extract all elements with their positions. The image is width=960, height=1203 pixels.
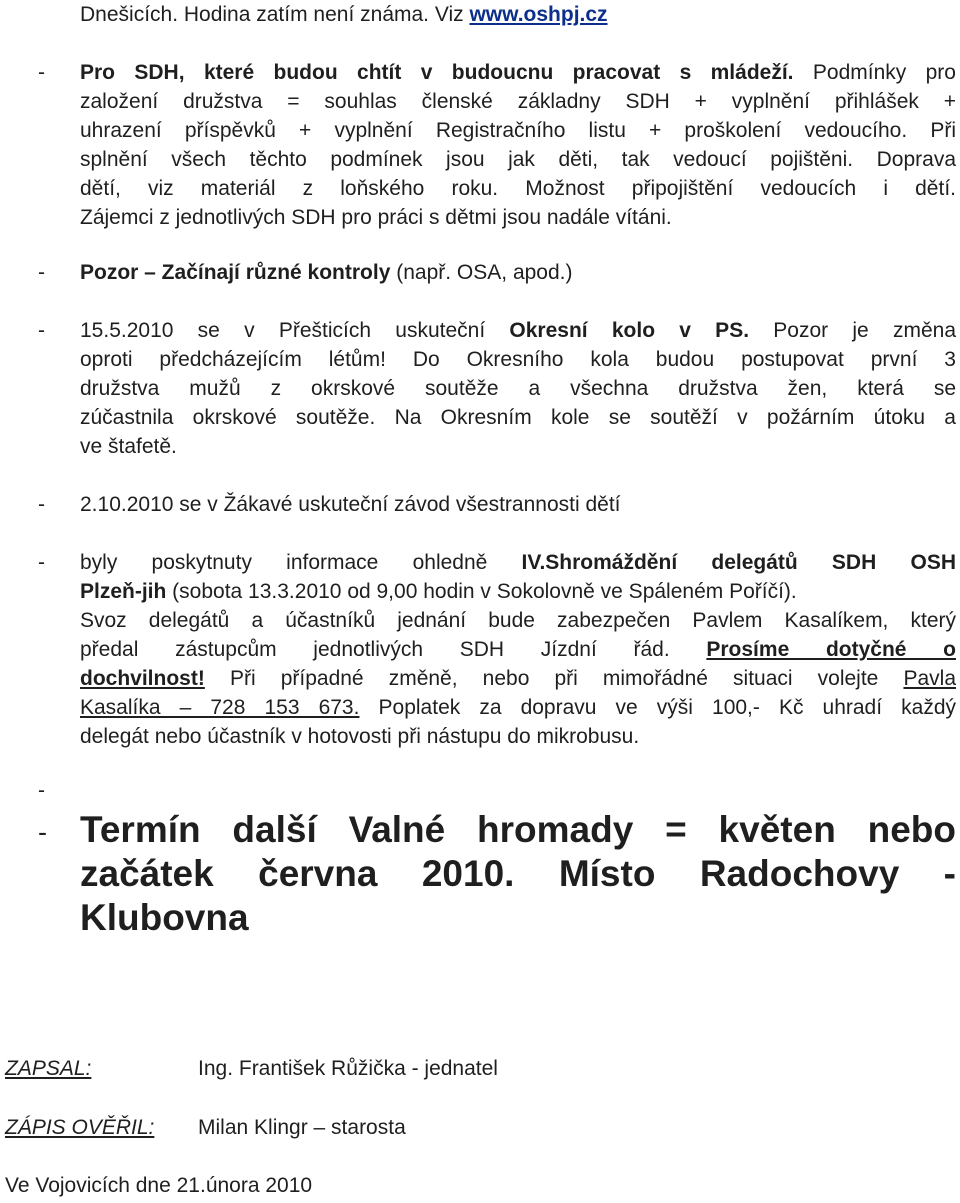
item2-line: Pozor – Začínají různé kontroly (např. OSA, apod.) <box>80 261 573 284</box>
bullet-dash: - <box>38 817 47 847</box>
item5-line6: Kasalíka – 728 153 673. Poplatek za dopravu ve výši 100,- Kč uhradí každý <box>80 696 956 719</box>
bullet-dash: - <box>38 779 45 802</box>
overil-label: ZÁPIS OVĚŘIL: <box>5 1116 155 1139</box>
item1-line4: splnění všech těchto podmínek jsou jak děti, tak vedoucí pojištěni. Doprava <box>80 148 956 171</box>
prosime-dotycne: Prosíme dotyčné o <box>706 638 956 661</box>
phone-contact: Kasalíka – 728 153 673. <box>80 696 360 719</box>
item1-line1: Pro SDH, které budou chtít v budoucnu pracovat s mládeží. Podmínky pro <box>80 61 956 84</box>
item5-line1: byly poskytnuty informace ohledně IV.Shromáždění delegátů SDH OSH <box>80 551 956 574</box>
item3-line3: družstva mužů z okrskové soutěže a všechna družstva žen, která se <box>80 377 956 400</box>
big-line2: začátek června 2010. Místo Radochovy - <box>80 853 956 894</box>
big-line3: Klubovna <box>80 897 249 938</box>
item3-line4: zúčastnila okrskové soutěže. Na Okresním kole se soutěží v požárním útoku a <box>80 406 956 429</box>
oshpj-link[interactable]: www.oshpj.cz <box>469 3 608 26</box>
item1-line3: uhrazení příspěvků + vyplnění Registračního listu + proškolení vedoucího. Při <box>80 119 956 142</box>
intro-line <box>80 0 608 29</box>
item1-line2: založení družstva = souhlas členské základny SDH + vyplnění přihlášek + <box>80 90 956 113</box>
overil-name: Milan Klingr – starosta <box>198 1116 406 1139</box>
zapsal-name: Ing. František Růžička - jednatel <box>198 1057 498 1080</box>
bullet-dash: - <box>38 61 45 84</box>
item5-line3: Svoz delegátů a účastníků jednání bude zabezpečen Pavlem Kasalíkem, který <box>80 609 956 632</box>
bullet-dash: - <box>38 319 45 342</box>
bullet-dash: - <box>38 551 45 574</box>
item5-line7: delegát nebo účastník v hotovosti při nástupu do mikrobusu. <box>80 725 640 748</box>
item5-line5: dochvilnost! Při případné změně, nebo při mimořádné situaci volejte Pavla <box>80 667 956 690</box>
shromazdeni-title: IV.Shromáždění delegátů SDH OSH <box>521 551 956 574</box>
item1-bold: Pro SDH, které budou chtít v budoucnu pracovat s mládeží. <box>80 61 794 84</box>
dochvilnost: dochvilnost! <box>80 667 205 690</box>
item1-line5: dětí, viz materiál z loňského roku. Možnost připojištění vedoucích i dětí. <box>80 177 956 200</box>
bullet-dash: - <box>38 493 45 516</box>
zapsal-label: ZAPSAL: <box>5 1057 92 1080</box>
item5-line2: Plzeň-jih (sobota 13.3.2010 od 9,00 hodin v Sokolovně ve Spáleném Poříčí). <box>80 580 797 603</box>
intro-text: Dnešicích. Hodina zatím není známa. Viz <box>80 3 470 26</box>
big-line1: Termín další Valné hromady = květen nebo <box>80 809 956 850</box>
item5-line4: předal zástupcům jednotlivých SDH Jízdní řád. Prosíme dotyčné o <box>80 638 956 661</box>
item2-bold: Pozor – Začínají různé kontroly <box>80 261 391 284</box>
item3-line5: ve štafetě. <box>80 435 177 458</box>
bullet-dash: - <box>38 261 45 284</box>
item1-line6: Zájemci z jednotlivých SDH pro práci s dětmi jsou nadále vítáni. <box>80 206 672 229</box>
item3-line1: 15.5.2010 se v Přešticích uskuteční Okresní kolo v PS. Pozor je změna <box>80 319 957 342</box>
okresni-kolo: Okresní kolo v PS. <box>509 319 750 342</box>
item3-line2: oproti předcházejícím létům! Do Okresního kola budou postupovat první 3 <box>80 348 956 371</box>
place-date: Ve Vojovicích dne 21.února 2010 <box>5 1174 313 1197</box>
item4-line: 2.10.2010 se v Žákavé uskuteční závod všestrannosti dětí <box>80 493 621 516</box>
